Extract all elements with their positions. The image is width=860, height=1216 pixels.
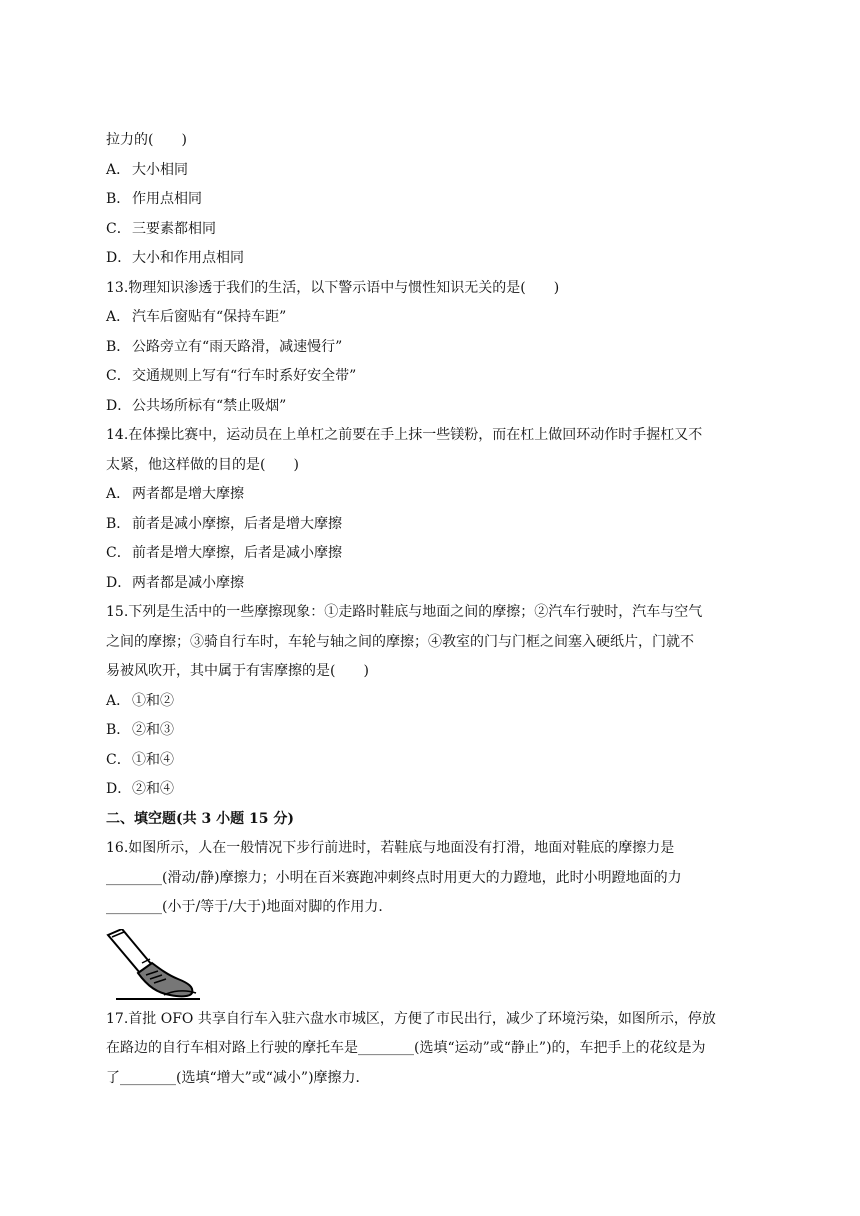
option-text: ②和④ [132, 781, 174, 797]
q15-option-a[interactable] [106, 687, 766, 717]
q17-stem-line-2: 在路边的自行车相对路上行驶的摩托车是________(选填“运动”或“静止”)的，车把手上的花纹是为 [106, 1040, 706, 1056]
q16-figure [106, 929, 766, 1001]
option-text: 两者都是减小摩擦 [132, 574, 244, 591]
option-letter: B． [106, 722, 131, 738]
q15-option-d[interactable] [106, 775, 766, 805]
option-letter: A． [106, 161, 131, 178]
q13-stem: 13.物理知识渗透于我们的生活，以下警示语中与惯性知识无关的是( ) [106, 279, 560, 296]
q17-stem-line-1: 17.首批 OFO 共享自行车入驻六盘水市城区，方便了市民出行，减少了环境污染，如图所示，停放 [106, 1010, 716, 1027]
q16-stem-line-1: 16.如图所示，人在一般情况下步行前进时，若鞋底与地面没有打滑，地面对鞋底的摩擦力是 [106, 840, 675, 856]
q12-option-c[interactable] [106, 215, 766, 245]
q16-stem-line-2: ________(滑动/静)摩擦力；小明在百米赛跑冲刺终点时用更大的力蹬地，此时小明蹬地面的力 [106, 869, 682, 886]
q17-stem-line-3: 了________(选填“增大”或“减小”)摩擦力． [106, 1069, 370, 1086]
option-text: 前者是增大摩擦，后者是减小摩擦 [132, 545, 342, 561]
option-letter: A． [106, 486, 131, 502]
q14-stem-line-1: 14.在体操比赛中，运动员在上单杠之前要在手上抹一些镁粉，而在杠上做回环动作时手握杠又不 [106, 427, 703, 443]
option-letter: B． [106, 338, 131, 355]
exam-page [106, 126, 766, 1093]
option-text: 大小相同 [132, 161, 188, 178]
q16-stem-line-3: ________(小于/等于/大于)地面对脚的作用力． [106, 899, 393, 915]
option-text: 公路旁立有“雨天路滑，减速慢行” [132, 338, 343, 355]
q14-stem-line-2: 太紧，他这样做的目的是( ) [106, 456, 299, 473]
option-letter: B． [106, 515, 131, 532]
q14-option-d[interactable] [106, 569, 766, 599]
option-text: 汽车后窗贴有“保持车距” [132, 309, 287, 325]
q15-option-c[interactable] [106, 746, 766, 776]
option-text: 前者是减小摩擦，后者是增大摩擦 [132, 515, 342, 532]
option-text: 公共场所标有“禁止吸烟” [132, 397, 287, 414]
option-letter: C． [106, 545, 131, 561]
option-text: 两者都是增大摩擦 [132, 486, 244, 502]
option-text: 交通规则上写有“行车时系好安全带” [132, 368, 357, 384]
q14-option-b[interactable] [106, 510, 766, 540]
q12-option-b[interactable] [106, 185, 766, 215]
q12-continuation: 拉力的( ) [106, 132, 187, 148]
option-letter: A． [106, 692, 131, 709]
option-text: ②和③ [132, 722, 174, 738]
q15-stem-line-3: 易被风吹开，其中属于有害摩擦的是( ) [106, 663, 369, 679]
option-text: 作用点相同 [132, 191, 202, 207]
option-letter: D． [106, 397, 132, 414]
q13-option-b[interactable] [106, 333, 766, 363]
option-letter: C． [106, 220, 131, 237]
option-text: 三要素都相同 [132, 220, 216, 237]
q14-option-c[interactable] [106, 539, 766, 569]
q14-option-a[interactable] [106, 480, 766, 510]
running-shoe-icon [106, 929, 206, 1001]
q15-stem-line-2: 之间的摩擦；③骑自行车时，车轮与轴之间的摩擦；④教室的门与门框之间塞入硬纸片，门就不 [106, 633, 694, 650]
q15-stem-line-1: 15.下列是生活中的一些摩擦现象：①走路时鞋底与地面之间的摩擦；②汽车行驶时，汽车与空气 [106, 604, 703, 620]
option-letter: D． [106, 781, 132, 797]
option-letter: C． [106, 751, 131, 768]
section-title: 二、填空题(共 3 小题 15 分) [106, 810, 294, 827]
option-text: 大小和作用点相同 [132, 250, 244, 266]
q15-option-b[interactable] [106, 716, 766, 746]
option-letter: B． [106, 191, 131, 207]
option-text: ①和④ [132, 751, 174, 768]
option-letter: D． [106, 250, 132, 266]
option-letter: C． [106, 368, 131, 384]
q12-option-a[interactable] [106, 156, 766, 186]
q13-option-c[interactable] [106, 362, 766, 392]
option-letter: A． [106, 309, 131, 325]
q12-option-d[interactable] [106, 244, 766, 274]
q13-option-a[interactable] [106, 303, 766, 333]
option-text: ①和② [132, 692, 174, 709]
q13-option-d[interactable] [106, 392, 766, 422]
option-letter: D． [106, 574, 132, 591]
